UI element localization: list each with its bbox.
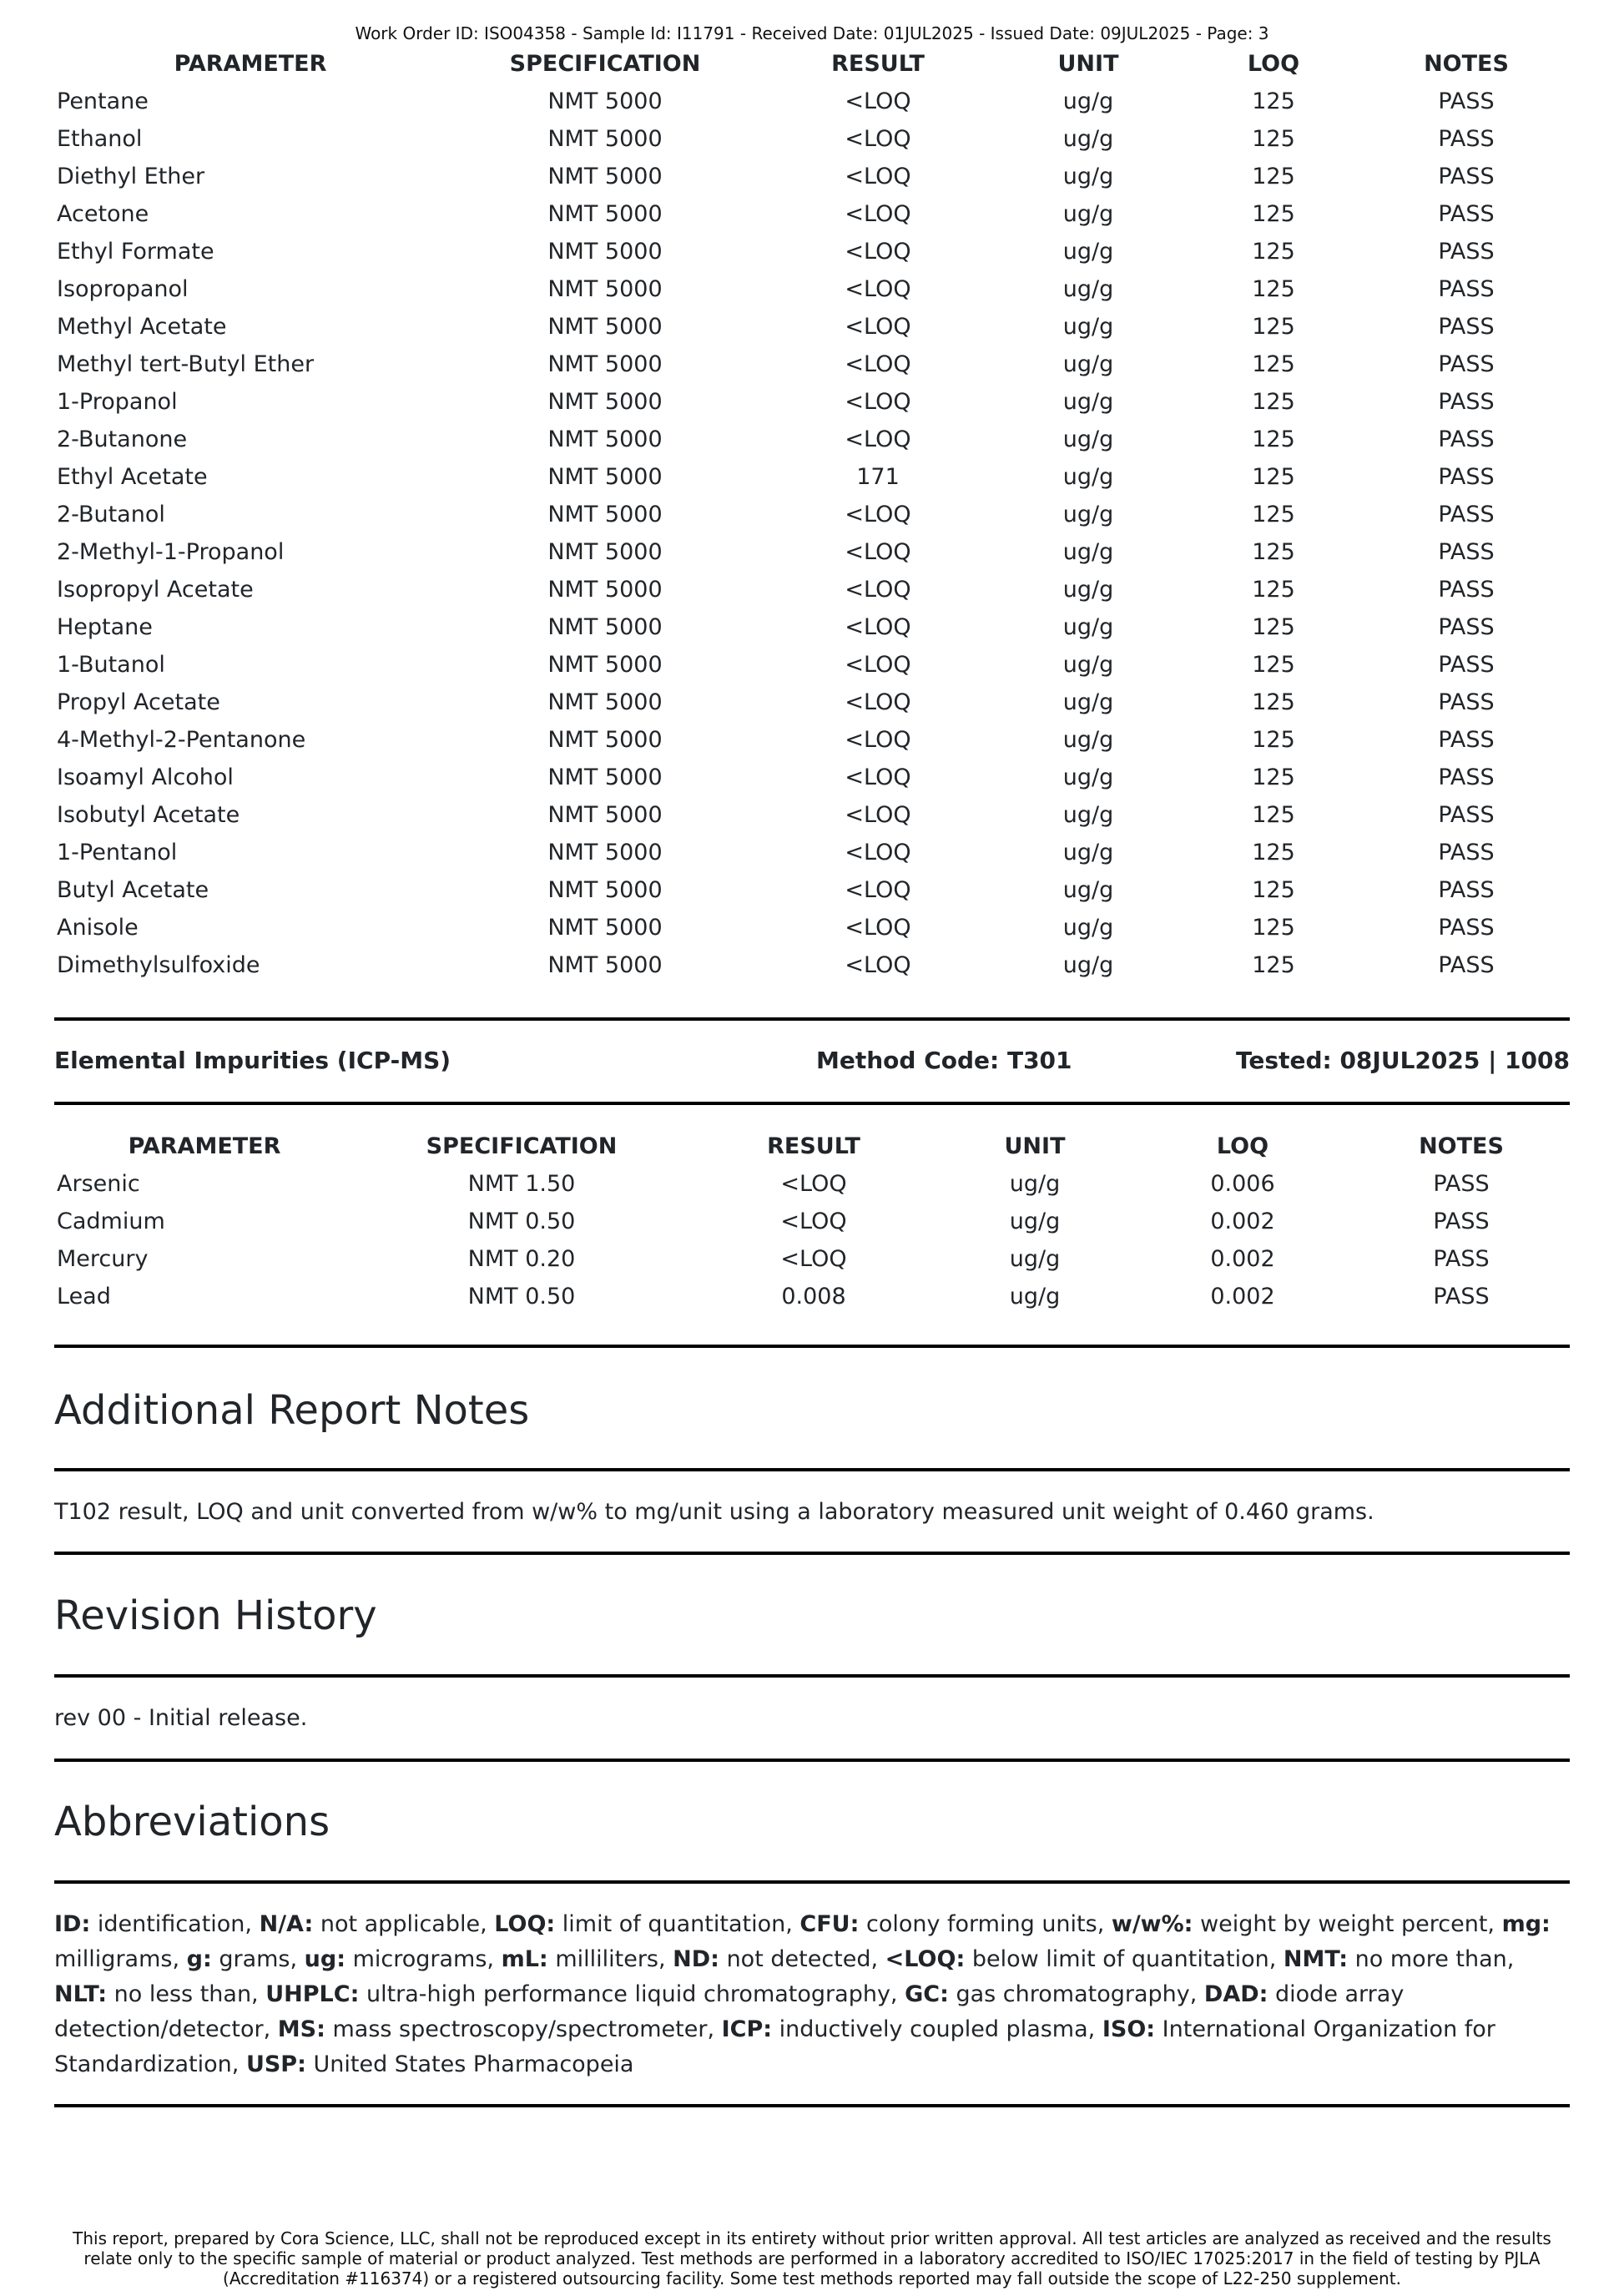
abbreviation-definition: not applicable, bbox=[313, 1911, 495, 1937]
cell-parameter: 2-Butanol bbox=[57, 502, 165, 527]
cell-parameter: Butyl Acetate bbox=[57, 877, 209, 903]
cell-notes: PASS bbox=[1433, 1171, 1490, 1197]
cell-loq: 125 bbox=[1252, 727, 1295, 753]
table-header-row bbox=[54, 45, 1570, 83]
cell-specification: NMT 5000 bbox=[547, 727, 663, 753]
cell-notes: PASS bbox=[1438, 351, 1495, 377]
abbreviation-term: mL: bbox=[501, 1946, 548, 1972]
table-row bbox=[54, 646, 1570, 684]
abbreviation-term: MS: bbox=[277, 2016, 325, 2042]
cell-result: <LOQ bbox=[845, 840, 911, 865]
column-header-specification: SPECIFICATION bbox=[509, 51, 701, 77]
cell-specification: NMT 5000 bbox=[547, 126, 663, 152]
cell-specification: NMT 5000 bbox=[547, 276, 663, 302]
section-divider bbox=[54, 1468, 1570, 1471]
cell-notes: PASS bbox=[1438, 727, 1495, 753]
abbreviation-definition: not detected, bbox=[719, 1946, 885, 1972]
abbreviation-term: ND: bbox=[673, 1946, 719, 1972]
abbreviation-term: N/A: bbox=[259, 1911, 314, 1937]
cell-unit: ug/g bbox=[1062, 201, 1114, 227]
table-row bbox=[54, 533, 1570, 571]
table-row bbox=[54, 195, 1570, 233]
cell-parameter: Propyl Acetate bbox=[57, 689, 220, 715]
cell-specification: NMT 5000 bbox=[547, 952, 663, 978]
abbreviation-term: ICP: bbox=[721, 2016, 773, 2042]
section-title: Elemental Impurities (ICP-MS) bbox=[54, 1047, 451, 1074]
cell-specification: NMT 5000 bbox=[547, 201, 663, 227]
abbreviation-term: <LOQ: bbox=[885, 1946, 966, 1972]
section-divider bbox=[54, 1102, 1570, 1105]
cell-loq: 125 bbox=[1252, 426, 1295, 452]
cell-unit: ug/g bbox=[1062, 689, 1114, 715]
abbreviation-term: UHPLC: bbox=[265, 1981, 360, 2007]
abbreviation-definition: ultra-high performance liquid chromatography, bbox=[359, 1981, 905, 2007]
cell-parameter: Ethanol bbox=[57, 126, 143, 152]
section-divider bbox=[54, 1017, 1570, 1021]
abbreviation-term: GC: bbox=[905, 1981, 949, 2007]
cell-parameter: Ethyl Acetate bbox=[57, 464, 208, 490]
cell-notes: PASS bbox=[1438, 689, 1495, 715]
report-disclaimer-footer: This report, prepared by Cora Science, LLC, shall not be reproduced except in its entirety without prior written approval. All test articles are analyzed as received and the results relate only to the specific sample of material or product analyzed. Test methods are performed in a laboratory accredited to ISO/IEC 17025:2017 in the field of testing by PJLA (Accreditation #116374) or a registered outsourcing facility. Some test methods reported may fall outside the scope of L22-250 supplement. bbox=[73, 2228, 1551, 2288]
cell-parameter: Ethyl Formate bbox=[57, 239, 214, 265]
column-header-specification: SPECIFICATION bbox=[426, 1133, 618, 1159]
cell-notes: PASS bbox=[1438, 614, 1495, 640]
table-row bbox=[54, 233, 1570, 270]
cell-result: <LOQ bbox=[845, 915, 911, 941]
cell-result: 0.008 bbox=[781, 1284, 846, 1309]
table-row bbox=[54, 946, 1570, 984]
cell-notes: PASS bbox=[1438, 201, 1495, 227]
cell-unit: ug/g bbox=[1062, 351, 1114, 377]
table-row bbox=[54, 346, 1570, 383]
abbreviation-term: CFU: bbox=[799, 1911, 860, 1937]
abbreviation-term: ug: bbox=[304, 1946, 346, 1972]
page-header: Work Order ID: ISO04358 - Sample Id: I11791 - Received Date: 01JUL2025 - Issued Date: 09JUL2025 - Page: 3 bbox=[355, 23, 1269, 43]
abbreviation-definition: milliliters, bbox=[547, 1946, 673, 1972]
cell-specification: NMT 5000 bbox=[547, 389, 663, 415]
cell-unit: ug/g bbox=[1062, 389, 1114, 415]
cell-parameter: Cadmium bbox=[57, 1209, 165, 1234]
table-row bbox=[54, 383, 1570, 421]
table-row bbox=[54, 871, 1570, 909]
elemental-section-header bbox=[54, 1036, 1570, 1086]
abbreviation-term: NMT: bbox=[1283, 1946, 1349, 1972]
cell-loq: 0.002 bbox=[1210, 1246, 1275, 1272]
cell-unit: ug/g bbox=[1062, 802, 1114, 828]
abbreviation-definition: no less than, bbox=[107, 1981, 266, 2007]
cell-loq: 125 bbox=[1252, 877, 1295, 903]
cell-result: <LOQ bbox=[845, 727, 911, 753]
column-header-parameter: PARAMETER bbox=[128, 1133, 281, 1159]
column-header-parameter: PARAMETER bbox=[174, 51, 327, 77]
abbreviation-definition: grams, bbox=[211, 1946, 305, 1972]
cell-loq: 125 bbox=[1252, 314, 1295, 340]
column-header-notes: NOTES bbox=[1424, 51, 1509, 77]
cell-parameter: Isopropanol bbox=[57, 276, 189, 302]
cell-loq: 125 bbox=[1252, 614, 1295, 640]
cell-notes: PASS bbox=[1438, 502, 1495, 527]
cell-result: <LOQ bbox=[845, 164, 911, 189]
cell-loq: 125 bbox=[1252, 276, 1295, 302]
cell-result: <LOQ bbox=[845, 764, 911, 790]
cell-specification: NMT 5000 bbox=[547, 840, 663, 865]
cell-parameter: Arsenic bbox=[57, 1171, 140, 1197]
table-row bbox=[54, 270, 1570, 308]
cell-specification: NMT 0.20 bbox=[467, 1246, 576, 1272]
cell-loq: 125 bbox=[1252, 577, 1295, 603]
table-row bbox=[54, 1165, 1568, 1203]
cell-result: <LOQ bbox=[845, 539, 911, 565]
table-row bbox=[54, 608, 1570, 646]
abbreviation-definition: diode array detection/detector, bbox=[54, 1981, 1405, 2042]
cell-specification: NMT 5000 bbox=[547, 314, 663, 340]
cell-result: <LOQ bbox=[845, 276, 911, 302]
cell-unit: ug/g bbox=[1009, 1246, 1061, 1272]
additional-notes-text: T102 result, LOQ and unit converted from w/w% to mg/unit using a laboratory measured unit weight of 0.460 grams. bbox=[54, 1499, 1374, 1525]
table-row bbox=[54, 796, 1570, 834]
cell-notes: PASS bbox=[1433, 1284, 1490, 1309]
cell-unit: ug/g bbox=[1062, 952, 1114, 978]
section-divider bbox=[54, 1880, 1570, 1884]
cell-unit: ug/g bbox=[1062, 577, 1114, 603]
cell-parameter: Lead bbox=[57, 1284, 111, 1309]
section-divider bbox=[54, 1759, 1570, 1762]
cell-parameter: 1-Propanol bbox=[57, 389, 178, 415]
cell-notes: PASS bbox=[1438, 276, 1495, 302]
cell-result: <LOQ bbox=[845, 614, 911, 640]
cell-notes: PASS bbox=[1438, 239, 1495, 265]
cell-unit: ug/g bbox=[1062, 464, 1114, 490]
abbreviations-text bbox=[54, 1907, 1570, 2082]
elemental-impurities-table bbox=[54, 1128, 1568, 1315]
cell-parameter: 2-Methyl-1-Propanol bbox=[57, 539, 285, 565]
cell-result: <LOQ bbox=[845, 652, 911, 678]
cell-parameter: Dimethylsulfoxide bbox=[57, 952, 260, 978]
cell-specification: NMT 5000 bbox=[547, 539, 663, 565]
abbreviation-definition: no more than, bbox=[1348, 1946, 1515, 1972]
section-divider bbox=[54, 1552, 1570, 1555]
cell-unit: ug/g bbox=[1062, 915, 1114, 941]
cell-specification: NMT 5000 bbox=[547, 689, 663, 715]
abbreviation-term: ID: bbox=[54, 1911, 91, 1937]
cell-parameter: 1-Pentanol bbox=[57, 840, 178, 865]
table-row bbox=[54, 496, 1570, 533]
cell-loq: 125 bbox=[1252, 539, 1295, 565]
cell-unit: ug/g bbox=[1062, 502, 1114, 527]
cell-parameter: Isoamyl Alcohol bbox=[57, 764, 234, 790]
cell-loq: 125 bbox=[1252, 764, 1295, 790]
cell-result: <LOQ bbox=[845, 239, 911, 265]
column-header-notes: NOTES bbox=[1419, 1133, 1504, 1159]
abbreviation-term: NLT: bbox=[54, 1981, 108, 2007]
table-row bbox=[54, 909, 1570, 946]
cell-notes: PASS bbox=[1438, 314, 1495, 340]
cell-parameter: Isobutyl Acetate bbox=[57, 802, 240, 828]
residual-solvents-table bbox=[54, 45, 1570, 984]
table-row bbox=[54, 308, 1570, 346]
cell-loq: 125 bbox=[1252, 652, 1295, 678]
residual-solvents-body bbox=[54, 83, 1570, 984]
cell-notes: PASS bbox=[1438, 389, 1495, 415]
cell-unit: ug/g bbox=[1062, 764, 1114, 790]
table-row bbox=[54, 759, 1570, 796]
cell-specification: NMT 5000 bbox=[547, 426, 663, 452]
table-row bbox=[54, 1278, 1568, 1315]
abbreviation-definition: milligrams, bbox=[54, 1946, 187, 1972]
table-row bbox=[54, 458, 1570, 496]
cell-notes: PASS bbox=[1438, 915, 1495, 941]
abbreviation-definition: mass spectroscopy/spectrometer, bbox=[325, 2016, 722, 2042]
cell-result: <LOQ bbox=[780, 1246, 847, 1272]
abbreviation-term: ISO: bbox=[1102, 2016, 1156, 2042]
cell-unit: ug/g bbox=[1062, 426, 1114, 452]
column-header-loq: LOQ bbox=[1216, 1133, 1269, 1159]
table-row bbox=[54, 571, 1570, 608]
cell-unit: ug/g bbox=[1062, 652, 1114, 678]
cell-specification: NMT 5000 bbox=[547, 877, 663, 903]
cell-parameter: 1-Butanol bbox=[57, 652, 165, 678]
abbreviation-term: mg: bbox=[1501, 1911, 1551, 1937]
section-divider bbox=[54, 1345, 1570, 1348]
cell-unit: ug/g bbox=[1062, 877, 1114, 903]
cell-specification: NMT 5000 bbox=[547, 577, 663, 603]
tested-date: Tested: 08JUL2025 | 1008 bbox=[1236, 1047, 1570, 1074]
cell-loq: 0.006 bbox=[1210, 1171, 1275, 1197]
cell-notes: PASS bbox=[1438, 764, 1495, 790]
abbreviation-term: DAD: bbox=[1203, 1981, 1268, 2007]
cell-parameter: Methyl Acetate bbox=[57, 314, 227, 340]
cell-notes: PASS bbox=[1438, 426, 1495, 452]
cell-loq: 125 bbox=[1252, 88, 1295, 114]
cell-result: <LOQ bbox=[845, 952, 911, 978]
table-row bbox=[54, 834, 1570, 871]
cell-result: <LOQ bbox=[845, 802, 911, 828]
revision-history-heading: Revision History bbox=[54, 1592, 377, 1639]
cell-result: <LOQ bbox=[845, 126, 911, 152]
cell-specification: NMT 5000 bbox=[547, 464, 663, 490]
cell-notes: PASS bbox=[1438, 464, 1495, 490]
cell-specification: NMT 5000 bbox=[547, 802, 663, 828]
cell-result: <LOQ bbox=[845, 502, 911, 527]
additional-notes-heading: Additional Report Notes bbox=[54, 1387, 530, 1434]
cell-unit: ug/g bbox=[1062, 314, 1114, 340]
cell-parameter: 2-Butanone bbox=[57, 426, 188, 452]
cell-parameter: Heptane bbox=[57, 614, 153, 640]
cell-notes: PASS bbox=[1433, 1209, 1490, 1234]
cell-unit: ug/g bbox=[1062, 276, 1114, 302]
abbreviation-definition: identification, bbox=[90, 1911, 260, 1937]
cell-specification: NMT 5000 bbox=[547, 502, 663, 527]
abbreviation-definition: inductively coupled plasma, bbox=[772, 2016, 1102, 2042]
abbreviation-term: LOQ: bbox=[494, 1911, 556, 1937]
abbreviation-definition: United States Pharmacopeia bbox=[305, 2051, 634, 2077]
cell-unit: ug/g bbox=[1009, 1209, 1061, 1234]
abbreviations-heading: Abbreviations bbox=[54, 1799, 330, 1845]
revision-history-text: rev 00 - Initial release. bbox=[54, 1705, 308, 1731]
abbreviation-term: USP: bbox=[245, 2051, 306, 2077]
cell-loq: 0.002 bbox=[1210, 1284, 1275, 1309]
table-row bbox=[54, 1240, 1568, 1278]
cell-parameter: Methyl tert-Butyl Ether bbox=[57, 351, 315, 377]
cell-specification: NMT 5000 bbox=[547, 652, 663, 678]
abbreviation-definition: limit of quantitation, bbox=[555, 1911, 800, 1937]
cell-notes: PASS bbox=[1438, 952, 1495, 978]
cell-unit: ug/g bbox=[1062, 614, 1114, 640]
elemental-impurities-body bbox=[54, 1165, 1568, 1315]
table-row bbox=[54, 83, 1570, 120]
abbreviation-definition: gas chromatography, bbox=[948, 1981, 1204, 2007]
cell-notes: PASS bbox=[1438, 539, 1495, 565]
cell-notes: PASS bbox=[1438, 164, 1495, 189]
cell-specification: NMT 5000 bbox=[547, 915, 663, 941]
cell-notes: PASS bbox=[1438, 652, 1495, 678]
cell-parameter: 4-Methyl-2-Pentanone bbox=[57, 727, 306, 753]
cell-loq: 125 bbox=[1252, 952, 1295, 978]
cell-loq: 125 bbox=[1252, 689, 1295, 715]
table-row bbox=[54, 684, 1570, 721]
cell-result: <LOQ bbox=[845, 88, 911, 114]
table-row bbox=[54, 721, 1570, 759]
abbreviation-term: w/w%: bbox=[1111, 1911, 1193, 1937]
cell-loq: 125 bbox=[1252, 802, 1295, 828]
cell-unit: ug/g bbox=[1062, 239, 1114, 265]
cell-parameter: Diethyl Ether bbox=[57, 164, 205, 189]
cell-specification: NMT 5000 bbox=[547, 614, 663, 640]
abbreviation-definition: International Organization for Standardization, bbox=[54, 2016, 1495, 2077]
abbreviation-definition: weight by weight percent, bbox=[1193, 1911, 1502, 1937]
cell-unit: ug/g bbox=[1009, 1284, 1061, 1309]
column-header-result: RESULT bbox=[831, 51, 925, 77]
cell-parameter: Pentane bbox=[57, 88, 149, 114]
cell-notes: PASS bbox=[1438, 126, 1495, 152]
cell-unit: ug/g bbox=[1062, 539, 1114, 565]
cell-loq: 0.002 bbox=[1210, 1209, 1275, 1234]
table-header-row bbox=[54, 1128, 1568, 1165]
cell-specification: NMT 1.50 bbox=[467, 1171, 576, 1197]
cell-notes: PASS bbox=[1438, 877, 1495, 903]
table-row bbox=[54, 1203, 1568, 1240]
cell-loq: 125 bbox=[1252, 201, 1295, 227]
cell-loq: 125 bbox=[1252, 164, 1295, 189]
cell-parameter: Mercury bbox=[57, 1246, 149, 1272]
cell-result: <LOQ bbox=[845, 689, 911, 715]
column-header-unit: UNIT bbox=[1057, 51, 1119, 77]
cell-specification: NMT 5000 bbox=[547, 239, 663, 265]
cell-notes: PASS bbox=[1438, 88, 1495, 114]
table-row bbox=[54, 120, 1570, 158]
section-divider bbox=[54, 1674, 1570, 1678]
cell-result: <LOQ bbox=[845, 351, 911, 377]
cell-loq: 125 bbox=[1252, 351, 1295, 377]
abbreviation-definition: colony forming units, bbox=[859, 1911, 1112, 1937]
cell-parameter: Anisole bbox=[57, 915, 139, 941]
column-header-loq: LOQ bbox=[1247, 51, 1300, 77]
cell-result: <LOQ bbox=[845, 201, 911, 227]
cell-specification: NMT 5000 bbox=[547, 164, 663, 189]
table-row bbox=[54, 421, 1570, 458]
cell-specification: NMT 5000 bbox=[547, 764, 663, 790]
abbreviation-definition: below limit of quantitation, bbox=[965, 1946, 1284, 1972]
cell-unit: ug/g bbox=[1062, 727, 1114, 753]
cell-unit: ug/g bbox=[1062, 840, 1114, 865]
cell-unit: ug/g bbox=[1062, 126, 1114, 152]
column-header-unit: UNIT bbox=[1004, 1133, 1066, 1159]
cell-parameter: Isopropyl Acetate bbox=[57, 577, 254, 603]
cell-loq: 125 bbox=[1252, 239, 1295, 265]
cell-result: <LOQ bbox=[845, 877, 911, 903]
cell-specification: NMT 0.50 bbox=[467, 1209, 576, 1234]
cell-notes: PASS bbox=[1433, 1246, 1490, 1272]
cell-specification: NMT 5000 bbox=[547, 351, 663, 377]
cell-notes: PASS bbox=[1438, 840, 1495, 865]
cell-parameter: Acetone bbox=[57, 201, 149, 227]
cell-result: <LOQ bbox=[845, 426, 911, 452]
cell-loq: 125 bbox=[1252, 502, 1295, 527]
cell-result: <LOQ bbox=[780, 1209, 847, 1234]
cell-loq: 125 bbox=[1252, 915, 1295, 941]
cell-result: <LOQ bbox=[845, 314, 911, 340]
cell-loq: 125 bbox=[1252, 464, 1295, 490]
cell-unit: ug/g bbox=[1062, 88, 1114, 114]
cell-specification: NMT 0.50 bbox=[467, 1284, 576, 1309]
cell-specification: NMT 5000 bbox=[547, 88, 663, 114]
column-header-result: RESULT bbox=[767, 1133, 860, 1159]
cell-notes: PASS bbox=[1438, 577, 1495, 603]
abbreviation-definition: micrograms, bbox=[345, 1946, 502, 1972]
cell-loq: 125 bbox=[1252, 389, 1295, 415]
method-code: Method Code: T301 bbox=[816, 1047, 1072, 1074]
abbreviation-term: g: bbox=[186, 1946, 212, 1972]
cell-result: <LOQ bbox=[780, 1171, 847, 1197]
table-row bbox=[54, 158, 1570, 195]
cell-notes: PASS bbox=[1438, 802, 1495, 828]
section-divider bbox=[54, 2104, 1570, 2107]
cell-loq: 125 bbox=[1252, 840, 1295, 865]
cell-unit: ug/g bbox=[1062, 164, 1114, 189]
cell-result: <LOQ bbox=[845, 389, 911, 415]
cell-unit: ug/g bbox=[1009, 1171, 1061, 1197]
cell-result: 171 bbox=[856, 464, 900, 490]
cell-loq: 125 bbox=[1252, 126, 1295, 152]
cell-result: <LOQ bbox=[845, 577, 911, 603]
